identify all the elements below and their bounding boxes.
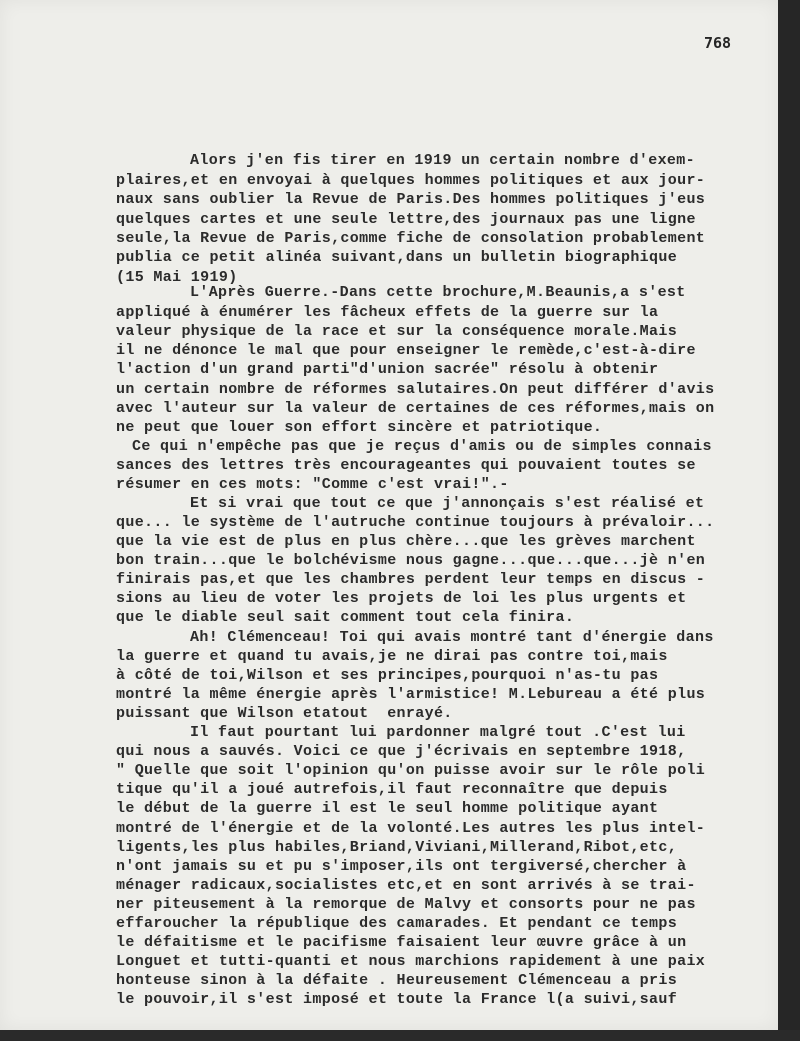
text-line: L'Après Guerre.-Dans cette brochure,M.Beaunis,a s'est bbox=[190, 284, 686, 301]
text-line: que... le système de l'autruche continue toujours à prévaloir... bbox=[116, 514, 715, 531]
text-line: Il faut pourtant lui pardonner malgré tout .C'est lui bbox=[190, 724, 686, 741]
text-line: honteuse sinon à la défaite . Heureusement Clémenceau a pris bbox=[116, 972, 678, 989]
text-line: Et si vrai que tout ce que j'annonçais s'est réalisé et bbox=[190, 495, 705, 512]
text-line: Ah! Clémenceau! Toi qui avais montré tant d'énergie dans bbox=[190, 629, 714, 646]
text-line: " Quelle que soit l'opinion qu'on puisse avoir sur le rôle poli bbox=[116, 762, 706, 779]
text-line: appliqué à énumérer les fâcheux effets de la guerre sur la bbox=[116, 304, 659, 321]
text-line: n'ont jamais su et pu s'imposer,ils ont tergiversé,chercher à bbox=[116, 858, 687, 875]
text-line: tique qu'il a joué autrefois,il faut reconnaître que depuis bbox=[116, 781, 668, 798]
text-line: ne peut que louer son effort sincère et patriotique. bbox=[116, 419, 603, 436]
text-line: résumer en ces mots: "Comme c'est vrai!".- bbox=[116, 476, 509, 493]
text-line: montré de l'énergie et de la volonté.Les autres les plus intel- bbox=[116, 820, 706, 837]
text-line: sances des lettres très encourageantes qui pouvaient toutes se bbox=[116, 457, 696, 474]
text-line: que le diable seul sait comment tout cela finira. bbox=[116, 609, 575, 626]
text-line: Alors j'en fis tirer en 1919 un certain nombre d'exem- bbox=[190, 152, 695, 169]
text-line: valeur physique de la race et sur la conséquence morale.Mais bbox=[116, 323, 678, 340]
text-line: seule,la Revue de Paris,comme fiche de consolation probablement bbox=[116, 230, 706, 247]
text-line: l'action d'un grand parti"d'union sacrée" résolu à obtenir bbox=[116, 361, 659, 378]
text-line: la guerre et quand tu avais,je ne dirai pas contre toi,mais bbox=[116, 648, 668, 665]
page-number: 768 bbox=[704, 34, 732, 52]
text-line: le début de la guerre il est le seul homme politique ayant bbox=[116, 800, 659, 817]
text-line: montré la même énergie après l'armistice! M.Lebureau a été plus bbox=[116, 686, 706, 703]
text-line: ménager radicaux,socialistes etc,et en sont arrivés à se trai- bbox=[116, 877, 696, 894]
text-line: finirais pas,et que les chambres perdent leur temps en discus - bbox=[116, 571, 706, 588]
text-line: plaires,et en envoyai à quelques hommes politiques et aux jour- bbox=[116, 172, 706, 189]
text-line: quelques cartes et une seule lettre,des journaux pas une ligne bbox=[116, 211, 696, 228]
text-line: Ce qui n'empêche pas que je reçus d'amis ou de simples connais bbox=[132, 438, 712, 455]
text-line: à côté de toi,Wilson et ses principes,pourquoi n'as-tu pas bbox=[116, 667, 659, 684]
text-line: un certain nombre de réformes salutaires.On peut différer d'avis bbox=[116, 381, 715, 398]
text-line: que la vie est de plus en plus chère...que les grèves marchent bbox=[116, 533, 696, 550]
text-line: naux sans oublier la Revue de Paris.Des hommes politiques j'eus bbox=[116, 191, 706, 208]
text-line: Longuet et tutti-quanti et nous marchions rapidement à une paix bbox=[116, 953, 706, 970]
scan-edge-right bbox=[778, 0, 800, 1041]
text-line: effaroucher la république des camarades. Et pendant ce temps bbox=[116, 915, 678, 932]
text-line: le pouvoir,il s'est imposé et toute la France l(a suivi,sauf bbox=[116, 991, 678, 1008]
text-line: bon train...que le bolchévisme nous gagne...que...que...jè n'en bbox=[116, 552, 706, 569]
text-line: sions au lieu de voter les projets de loi les plus urgents et bbox=[116, 590, 687, 607]
text-line: (15 Mai 1919) bbox=[116, 269, 238, 286]
text-line: ner piteusement à la remorque de Malvy et consorts pour ne pas bbox=[116, 896, 696, 913]
text-line: avec l'auteur sur la valeur de certaines de ces réformes,mais on bbox=[116, 400, 715, 417]
text-line: il ne dénonce le mal que pour enseigner le remède,c'est-à-dire bbox=[116, 342, 696, 359]
text-line: qui nous a sauvés. Voici ce que j'écrivais en septembre 1918, bbox=[116, 743, 687, 760]
text-line: puissant que Wilson etatout enrayé. bbox=[116, 705, 453, 722]
text-line: le défaitisme et le pacifisme faisaient leur œuvre grâce à un bbox=[116, 934, 687, 951]
scan-edge-bottom bbox=[0, 1030, 800, 1041]
text-line: publia ce petit alinéa suivant,dans un bulletin biographique bbox=[116, 249, 678, 266]
text-line: ligents,les plus habiles,Briand,Viviani,Millerand,Ribot,etc, bbox=[116, 839, 678, 856]
